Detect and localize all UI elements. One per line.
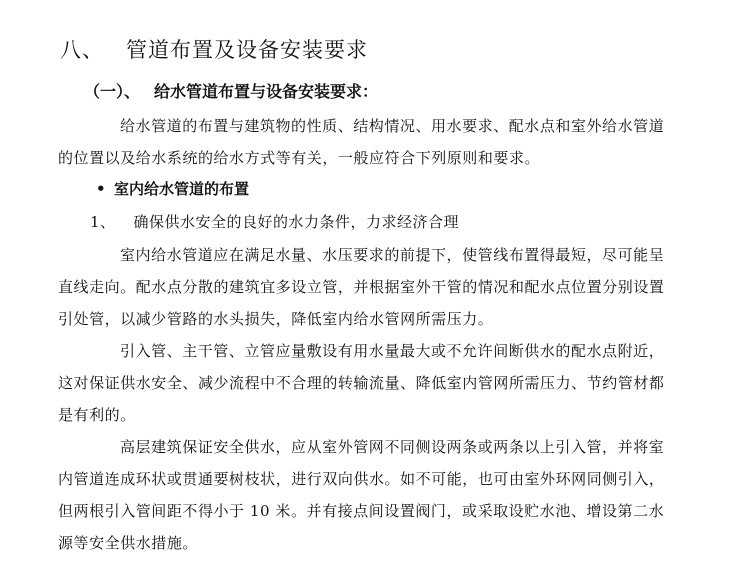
subsection-heading — [84, 79, 378, 102]
paragraph-line: 源等安全供水措施。 — [58, 534, 198, 552]
numbered-item — [90, 211, 459, 232]
paragraph-line: 是有利的。 — [58, 406, 136, 424]
subsection-title: 给水管道布置与设备安装要求： — [154, 82, 379, 101]
subsection-number: （一）、 — [84, 82, 141, 101]
paragraph-line: 这对保证供水安全、减少流程中不合理的转输流量、降低室内管网所需压力、节约管材都 — [58, 374, 665, 392]
section-title: 管道布置及设备安装要求 — [126, 38, 368, 62]
paragraph-line: 引入管、主干管、立管应量敷设有用水量最大或不允许间断供水的配水点附近， — [120, 342, 665, 360]
section-number: 八、 — [60, 38, 104, 62]
item-index: 1、 — [90, 213, 116, 231]
paragraph-line: 高层建筑保证安全供水，应从室外管网不同侧设两条或两条以上引入管，并将室 — [120, 438, 665, 456]
paragraph-line: 内管道连成环状或贯通要树枝状，进行双向供水。如不可能，也可由室外环网同侧引入， — [58, 470, 665, 488]
paragraph-line: 给水管道的布置与建筑物的性质、结构情况、用水要求、配水点和室外给水管道 — [120, 117, 665, 135]
paragraph-line: 引处管，以减少管路的水头损失，降低室内给水管网所需压力。 — [58, 310, 494, 328]
bullet-dot-icon: • — [96, 180, 106, 198]
paragraph-line: 的位置以及给水系统的给水方式等有关，一般应符合下列原则和要求。 — [58, 149, 541, 167]
bullet-text: 室内给水管道的布置 — [114, 180, 250, 198]
paragraph-line: 直线走向。配水点分散的建筑宜多设立管，并根据室外干管的情况和配水点位置分别设置 — [58, 278, 665, 296]
bullet-heading — [96, 178, 249, 199]
item-text: 确保供水安全的良好的水力条件，力求经济合理 — [133, 213, 460, 231]
section-heading — [60, 34, 368, 64]
paragraph-line: 但两根引入管间距不得小于 10 米。并有接点间设置阀门，或采取设贮水池、增设第二水 — [58, 502, 665, 520]
paragraph-line: 室内给水管道应在满足水量、水压要求的前提下，使管线布置得最短，尽可能呈 — [120, 246, 665, 264]
